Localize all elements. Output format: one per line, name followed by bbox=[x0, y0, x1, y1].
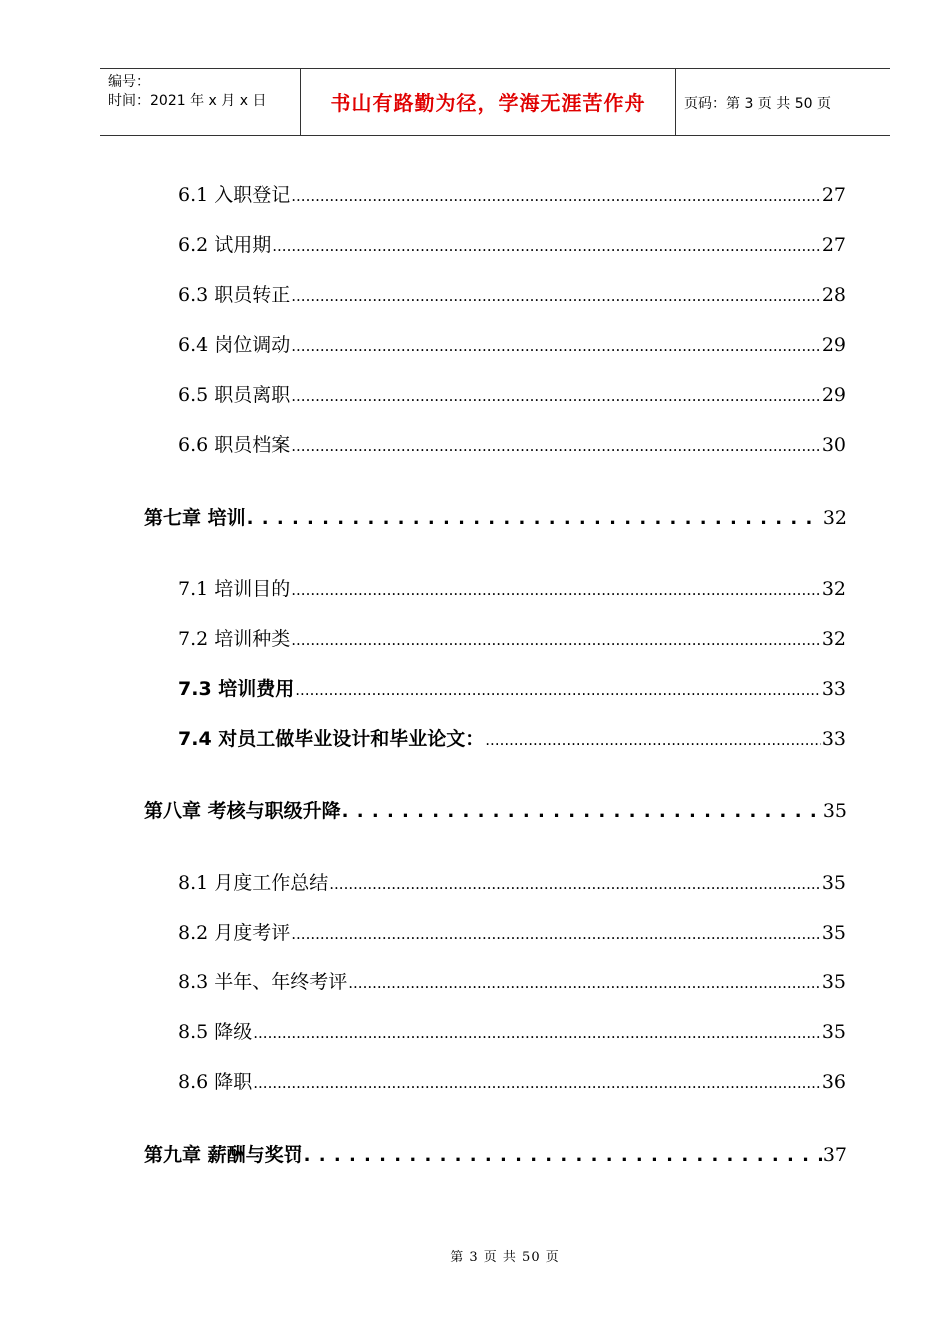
toc-entry-label: 7.2 培训种类 bbox=[178, 628, 291, 650]
toc-entry-page: 35 bbox=[821, 971, 846, 993]
toc-entry-page: 37 bbox=[822, 1144, 847, 1166]
toc-entry[interactable] bbox=[178, 724, 846, 751]
toc-entry-label: 第九章 薪酬与奖罚 bbox=[144, 1144, 303, 1166]
dot-leader bbox=[291, 284, 821, 306]
dot-leader bbox=[253, 1021, 821, 1043]
toc-entry[interactable] bbox=[178, 1067, 846, 1094]
toc-entry[interactable] bbox=[178, 918, 846, 945]
dot-leader bbox=[304, 1144, 822, 1166]
toc-entry-label: 第七章 培训 bbox=[144, 507, 246, 529]
toc-entry-label: 6.2 试用期 bbox=[178, 234, 272, 256]
toc-entry[interactable] bbox=[178, 624, 846, 651]
toc-entry-label: 7.1 培训目的 bbox=[178, 578, 291, 600]
toc-entry-page: 29 bbox=[821, 384, 846, 406]
toc-entry-label: 8.6 降职 bbox=[178, 1071, 253, 1093]
toc-entry-page: 33 bbox=[821, 728, 846, 750]
toc-entry-label: 8.5 降级 bbox=[178, 1021, 253, 1043]
header-motto: 书山有路勤为径，学海无涯苦作舟 bbox=[330, 91, 646, 115]
dot-leader bbox=[348, 971, 821, 993]
toc-entry-label: 6.1 入职登记 bbox=[178, 184, 291, 206]
toc-entry[interactable] bbox=[178, 430, 846, 457]
toc-entry[interactable] bbox=[178, 180, 846, 207]
toc-entry-label: 8.1 月度工作总结 bbox=[178, 872, 329, 894]
toc-entry[interactable] bbox=[178, 230, 846, 257]
toc-entry-page: 35 bbox=[821, 922, 846, 944]
toc-entry[interactable] bbox=[178, 967, 846, 994]
header-divider bbox=[675, 69, 676, 135]
toc-chapter-entry[interactable] bbox=[144, 503, 847, 530]
toc-entry-label: 7.3 培训费用 bbox=[178, 678, 295, 700]
toc-entry[interactable] bbox=[178, 574, 846, 601]
toc-chapter-entry[interactable] bbox=[144, 1140, 847, 1167]
time-label: 时间：2021 年 x 月 x 日 bbox=[108, 93, 267, 109]
toc-entry-page: 27 bbox=[821, 184, 846, 206]
dot-leader bbox=[247, 507, 822, 529]
toc-entry-label: 7.4 对员工做毕业设计和毕业论文： bbox=[178, 728, 485, 750]
toc-entry-label: 第八章 考核与职级升降 bbox=[144, 800, 341, 822]
toc-entry[interactable] bbox=[178, 1017, 846, 1044]
toc-entry-page: 27 bbox=[821, 234, 846, 256]
toc-entry-label: 6.3 职员转正 bbox=[178, 284, 291, 306]
toc-entry-page: 35 bbox=[822, 800, 847, 822]
toc-chapter-entry[interactable] bbox=[144, 796, 847, 823]
toc-entry-page: 30 bbox=[821, 434, 846, 456]
page-header bbox=[100, 68, 890, 136]
dot-leader bbox=[291, 434, 821, 456]
toc-entry[interactable] bbox=[178, 868, 846, 895]
dot-leader bbox=[291, 578, 821, 600]
toc-entry-label: 6.5 职员离职 bbox=[178, 384, 291, 406]
toc-entry-label: 8.2 月度考评 bbox=[178, 922, 291, 944]
toc-entry-label: 8.3 半年、年终考评 bbox=[178, 971, 348, 993]
dot-leader bbox=[291, 922, 821, 944]
dot-leader bbox=[329, 872, 821, 894]
dot-leader bbox=[291, 184, 821, 206]
toc-entry[interactable] bbox=[178, 380, 846, 407]
toc-entry-label: 6.6 职员档案 bbox=[178, 434, 291, 456]
dot-leader bbox=[253, 1071, 821, 1093]
dot-leader bbox=[485, 728, 821, 750]
toc-entry[interactable] bbox=[178, 674, 846, 701]
toc-entry-page: 28 bbox=[821, 284, 846, 306]
header-page-info: 页码：第 3 页 共 50 页 bbox=[684, 96, 831, 112]
toc-entry-label: 6.4 岗位调动 bbox=[178, 334, 291, 356]
page-footer: 第 3 页 共 50 页 bbox=[450, 1250, 560, 1265]
toc-entry[interactable] bbox=[178, 280, 846, 307]
dot-leader bbox=[291, 334, 821, 356]
toc-entry-page: 32 bbox=[821, 628, 846, 650]
dot-leader bbox=[295, 678, 821, 700]
toc-entry[interactable] bbox=[178, 330, 846, 357]
dot-leader bbox=[291, 628, 821, 650]
dot-leader bbox=[272, 234, 821, 256]
toc-entry-page: 35 bbox=[821, 872, 846, 894]
toc-entry-page: 32 bbox=[821, 578, 846, 600]
serial-label: 编号： bbox=[108, 74, 150, 90]
toc-entry-page: 32 bbox=[822, 507, 847, 529]
dot-leader bbox=[291, 384, 821, 406]
header-meta bbox=[108, 73, 298, 111]
toc-entry-page: 29 bbox=[821, 334, 846, 356]
dot-leader bbox=[342, 800, 822, 822]
toc-entry-page: 36 bbox=[821, 1071, 846, 1093]
toc-entry-page: 35 bbox=[821, 1021, 846, 1043]
toc-entry-page: 33 bbox=[821, 678, 846, 700]
